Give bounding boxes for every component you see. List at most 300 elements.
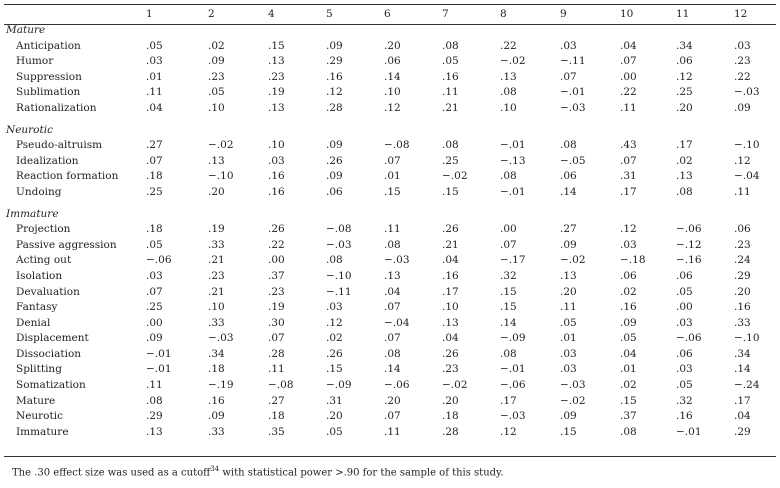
table-cell: .18 [442,410,459,423]
table-cell: .15 [500,301,517,314]
table-cell: .15 [268,39,285,52]
bottom-rule [4,456,776,457]
table-cell: .33 [208,316,225,329]
table-cell: .23 [208,70,225,83]
table-cell: .10 [500,101,517,114]
column-header: 10 [620,8,634,20]
table-cell: .02 [208,39,225,52]
table-cell: .17 [734,394,751,407]
table-cell: .03 [676,316,693,329]
table-cell: .08 [442,39,459,52]
table-cell: .00 [676,301,693,314]
table-cell: .17 [442,285,459,298]
row-label: Reaction formation [16,170,119,183]
table-cell: .07 [146,154,163,167]
table-cell: .13 [268,55,285,68]
table-cell: .03 [146,269,163,282]
footnote-text: The .30 effect size was used as a cutoff [12,467,211,479]
table-cell: .34 [676,39,693,52]
table-cell: .06 [326,185,343,198]
table-row [6,347,776,363]
header-blank [6,5,146,23]
table-cell: .06 [384,55,401,68]
table-cell: .22 [268,238,285,251]
table-cell: .20 [560,285,577,298]
table-cell: .05 [620,332,637,345]
table-cell: .09 [734,101,751,114]
table-cell: .06 [676,347,693,360]
table-cell: .16 [326,70,343,83]
table-cell: .32 [676,394,693,407]
column-header: 7 [442,8,449,20]
row-label: Displacement [16,332,89,345]
table-cell: .00 [500,223,517,236]
table-cell: −.01 [560,86,586,99]
table-cell: .20 [326,410,343,423]
row-label: Isolation [16,269,63,282]
table-cell: .00 [620,70,637,83]
table-cell: .16 [208,394,225,407]
table-cell: .12 [326,316,343,329]
table-cell: .09 [208,410,225,423]
row-label: Sublimation [16,86,81,99]
table-cell: .05 [676,285,693,298]
table-cell: .14 [384,363,401,376]
row-label: Splitting [16,363,62,376]
table-cell: .21 [442,101,459,114]
table-cell: −.03 [326,238,352,251]
table-cell: −.06 [146,254,172,267]
table-cell: .13 [676,170,693,183]
table-cell: .10 [442,301,459,314]
table-cell: .12 [500,425,517,438]
table-row [6,238,776,254]
table-cell: .11 [384,223,401,236]
table-row [6,409,776,425]
table-cell: .10 [384,86,401,99]
table-cell: .15 [384,185,401,198]
table-cell: .04 [620,39,637,52]
table-cell: .35 [268,425,285,438]
table-cell: −.01 [500,139,526,152]
column-header: 8 [500,8,507,20]
table-cell: .43 [620,139,637,152]
table-cell: .03 [146,55,163,68]
table-cell: .20 [384,394,401,407]
table-row [6,316,776,332]
table-cell: .07 [560,70,577,83]
table-row [6,54,776,70]
table-cell: .28 [268,347,285,360]
table-cell: .05 [146,39,163,52]
table-cell: .09 [620,316,637,329]
table-cell: .17 [500,394,517,407]
table-cell: .37 [268,269,285,282]
table-cell: .16 [442,70,459,83]
table-cell: .03 [560,363,577,376]
row-label: Devaluation [16,285,80,298]
table-cell: .29 [734,425,751,438]
table-cell: −.09 [326,379,352,392]
table-cell: .05 [326,425,343,438]
table-row [6,70,776,86]
table-cell: .23 [734,55,751,68]
table-cell: .01 [620,363,637,376]
row-label: Somatization [16,379,86,392]
table-cell: .11 [620,101,637,114]
table-cell: −.01 [146,363,172,376]
column-header: 6 [384,8,391,20]
table-cell: −.04 [384,316,410,329]
table-cell: .12 [326,86,343,99]
table-cell: .25 [676,86,693,99]
table-cell: .23 [734,238,751,251]
table-cell: −.03 [500,410,526,423]
table-cell: .13 [146,425,163,438]
table-cell: .02 [326,332,343,345]
table-cell: −.03 [208,332,234,345]
table-row [6,85,776,101]
table-row [6,222,776,238]
table-cell: .18 [208,363,225,376]
table-cell: .19 [268,86,285,99]
table-cell: .27 [560,223,577,236]
correlation-table [6,5,776,440]
table-cell: .07 [146,285,163,298]
table-cell: −.19 [208,379,234,392]
row-label: Rationalization [16,101,97,114]
table-cell: .31 [326,394,343,407]
table-cell: .05 [442,55,459,68]
table-cell: −.08 [326,223,352,236]
table-cell: −.01 [500,185,526,198]
table-cell: .20 [676,101,693,114]
table-cell: .06 [676,269,693,282]
table-cell: −.02 [442,170,468,183]
row-label: Humor [16,55,54,68]
table-cell: −.09 [500,332,526,345]
table-row [6,331,776,347]
table-cell: .04 [442,254,459,267]
table-cell: .11 [384,425,401,438]
table-cell: .08 [500,347,517,360]
table-cell: .15 [326,363,343,376]
table-cell: .08 [442,139,459,152]
table-cell: −.17 [500,254,526,267]
table-cell: −.01 [500,363,526,376]
table-cell: .08 [676,185,693,198]
table-cell: .06 [676,55,693,68]
table-cell: .07 [620,55,637,68]
table-cell: .04 [146,101,163,114]
table-row [6,101,776,117]
table-cell: .08 [384,347,401,360]
table-cell: .02 [676,154,693,167]
table-cell: .04 [620,347,637,360]
table-cell: −.03 [560,101,586,114]
table-cell: −.03 [560,379,586,392]
table-cell: .00 [268,254,285,267]
table-cell: .05 [146,238,163,251]
table-cell: .03 [620,238,637,251]
header-row [6,5,776,23]
table-cell: −.13 [500,154,526,167]
table-cell: .16 [268,170,285,183]
table-cell: .27 [268,394,285,407]
section-heading: Immature [6,207,59,220]
table-cell: .22 [620,86,637,99]
table-cell: −.10 [326,269,352,282]
row-label: Anticipation [16,39,81,52]
table-cell: .04 [734,410,751,423]
table-cell: −.10 [734,332,760,345]
table-cell: .08 [620,425,637,438]
table-cell: .23 [208,269,225,282]
table-cell: .17 [620,185,637,198]
table-cell: .25 [442,154,459,167]
table-cell: .16 [734,301,751,314]
table-cell: .20 [384,39,401,52]
table-cell: .33 [208,238,225,251]
column-header: 1 [146,8,153,20]
table-cell: −.18 [620,254,646,267]
table-cell: .12 [734,154,751,167]
table-cell: .08 [500,86,517,99]
section-heading: Neurotic [6,123,53,136]
table-cell: −.16 [676,254,702,267]
table-cell: .03 [734,39,751,52]
table-cell: −.01 [146,347,172,360]
table-cell: .08 [500,170,517,183]
table-cell: .23 [268,70,285,83]
table-cell: .26 [326,347,343,360]
table-cell: .12 [384,101,401,114]
table-cell: .08 [326,254,343,267]
table-cell: .34 [208,347,225,360]
table-cell: .15 [620,394,637,407]
column-header: 9 [560,8,567,20]
table-cell: .12 [620,223,637,236]
table-cell: .22 [734,70,751,83]
row-label: Idealization [16,154,79,167]
table-cell: −.02 [560,394,586,407]
table-cell: −.06 [676,332,702,345]
table-cell: .33 [208,425,225,438]
table-cell: −.08 [384,139,410,152]
table-cell: .12 [676,70,693,83]
row-label: Immature [16,425,69,438]
table-cell: −.11 [326,285,352,298]
table-cell: .09 [326,170,343,183]
table-cell: .13 [384,269,401,282]
table-cell: .01 [384,170,401,183]
table-cell: .09 [560,410,577,423]
table-row [6,169,776,185]
table-cell: .26 [442,223,459,236]
row-label: Acting out [16,254,72,267]
table-cell: .08 [560,139,577,152]
table-cell: .10 [208,301,225,314]
table-cell: .10 [268,139,285,152]
table-cell: .26 [268,223,285,236]
table-cell: .22 [500,39,517,52]
row-label: Suppression [16,70,82,83]
column-header: 11 [676,8,690,20]
table-cell: .13 [208,154,225,167]
table-cell: .18 [146,223,163,236]
section-heading-row [6,23,776,39]
table-cell: .11 [442,86,459,99]
table-cell: −.02 [500,55,526,68]
table-cell: .04 [384,285,401,298]
table-cell: .19 [268,301,285,314]
table-cell: .25 [146,185,163,198]
row-label: Pseudo-altruism [16,139,103,152]
table-row [6,185,776,201]
table-row [6,154,776,170]
table-cell: .20 [208,185,225,198]
table-cell: .07 [620,154,637,167]
table-cell: .14 [734,363,751,376]
table-cell: .04 [442,332,459,345]
table-cell: .29 [734,269,751,282]
table-cell: .06 [560,170,577,183]
table-cell: .31 [620,170,637,183]
table-cell: .26 [442,347,459,360]
table-cell: .06 [734,223,751,236]
table-cell: .07 [384,410,401,423]
row-label: Fantasy [16,301,58,314]
table-cell: .05 [676,379,693,392]
table-cell: .13 [268,101,285,114]
table-cell: .03 [560,39,577,52]
table-cell: .13 [560,269,577,282]
table-cell: .11 [268,363,285,376]
table-cell: .07 [384,154,401,167]
table-cell: −.02 [208,139,234,152]
table-cell: .07 [384,332,401,345]
column-header: 4 [268,8,275,20]
table-cell: .09 [326,39,343,52]
table-row [6,378,776,394]
column-header: 5 [326,8,333,20]
row-label: Neurotic [16,410,63,423]
table-cell: .16 [442,269,459,282]
table-cell: .07 [500,238,517,251]
table-cell: .11 [734,185,751,198]
table-cell: .09 [146,332,163,345]
table-cell: .18 [146,170,163,183]
table-cell: .19 [208,223,225,236]
table-cell: .18 [268,410,285,423]
table-row [6,394,776,410]
table-cell: −.03 [734,86,760,99]
table-cell: .14 [560,185,577,198]
table-row [6,300,776,316]
table-cell: −.02 [442,379,468,392]
table-cell: .16 [268,185,285,198]
section-heading-row [6,123,776,139]
table-cell: .27 [146,139,163,152]
column-header: 2 [208,8,215,20]
table-cell: .16 [676,410,693,423]
row-label: Dissociation [16,347,82,360]
table-cell: −.10 [734,139,760,152]
table-cell: .09 [560,238,577,251]
table-cell: −.12 [676,238,702,251]
table-cell: −.06 [676,223,702,236]
table-row [6,425,776,441]
column-header: 12 [734,8,748,20]
section-heading: Mature [6,24,46,36]
table-cell: .07 [268,332,285,345]
table-row [6,39,776,55]
table-cell: .21 [442,238,459,251]
table-cell: .28 [442,425,459,438]
table-cell: .23 [268,285,285,298]
footnote-text-end: with statistical power >.90 for the sample of this study. [219,467,504,479]
row-label: Projection [16,223,71,236]
table-row [6,285,776,301]
table-cell: .37 [620,410,637,423]
table-cell: −.06 [500,379,526,392]
row-label: Passive aggression [16,238,117,251]
table-cell: .11 [146,379,163,392]
table-cell: −.03 [384,254,410,267]
table-cell: −.04 [734,170,760,183]
table-cell: .29 [146,410,163,423]
table-cell: .17 [676,139,693,152]
table-cell: .16 [620,301,637,314]
table-cell: .30 [268,316,285,329]
row-label: Undoing [16,185,62,198]
table-cell: .20 [734,285,751,298]
table-cell: .15 [560,425,577,438]
table-cell: .21 [208,285,225,298]
table-cell: .21 [208,254,225,267]
table-cell: .02 [620,285,637,298]
table-cell: −.01 [676,425,702,438]
table-cell: −.05 [560,154,586,167]
footnote-reference: 34 [210,465,220,473]
table-cell: .15 [500,285,517,298]
table-cell: .11 [560,301,577,314]
table-cell: .26 [326,154,343,167]
table-cell: .03 [268,154,285,167]
table-cell: .05 [560,316,577,329]
table-cell: .05 [208,86,225,99]
table-cell: −.06 [384,379,410,392]
table-row [6,138,776,154]
table-cell: .09 [208,55,225,68]
table-cell: .03 [676,363,693,376]
table-cell: .20 [442,394,459,407]
table-cell: −.02 [560,254,586,267]
table-cell: .34 [734,347,751,360]
table-cell: .03 [560,347,577,360]
table-cell: .23 [442,363,459,376]
section-heading-row [6,207,776,223]
table-cell: .08 [384,238,401,251]
table-cell: .10 [208,101,225,114]
table-cell: .15 [442,185,459,198]
table-row [6,362,776,378]
table-cell: .03 [326,301,343,314]
table-cell: .07 [384,301,401,314]
table-cell: .13 [442,316,459,329]
table-row [6,253,776,269]
table-cell: .00 [146,316,163,329]
